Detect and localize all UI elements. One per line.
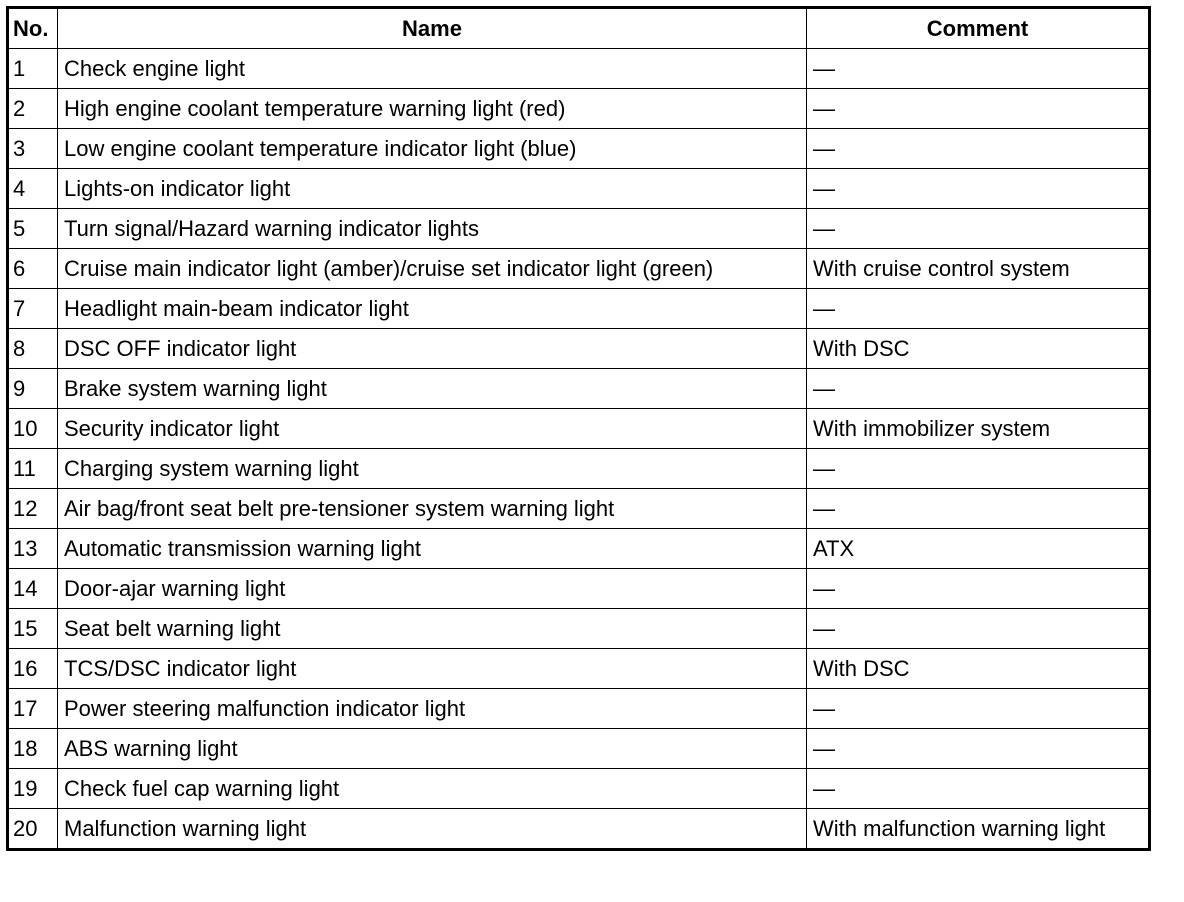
- row-number: 1: [8, 49, 58, 89]
- table-row: [8, 569, 1150, 609]
- row-name: Check fuel cap warning light: [58, 769, 807, 809]
- row-comment: —: [807, 369, 1150, 409]
- row-comment: —: [807, 569, 1150, 609]
- table-row: [8, 529, 1150, 569]
- row-comment: —: [807, 129, 1150, 169]
- row-comment: —: [807, 449, 1150, 489]
- row-comment: With immobilizer system: [807, 409, 1150, 449]
- header-comment: Comment: [807, 8, 1150, 49]
- table-row: [8, 489, 1150, 529]
- row-number: 10: [8, 409, 58, 449]
- row-name: Door-ajar warning light: [58, 569, 807, 609]
- row-number: 7: [8, 289, 58, 329]
- row-number: 13: [8, 529, 58, 569]
- row-name: Check engine light: [58, 49, 807, 89]
- row-comment: ATX: [807, 529, 1150, 569]
- row-name: Headlight main-beam indicator light: [58, 289, 807, 329]
- row-comment: With cruise control system: [807, 249, 1150, 289]
- row-comment: —: [807, 769, 1150, 809]
- row-name: DSC OFF indicator light: [58, 329, 807, 369]
- indicator-table: [6, 6, 1151, 851]
- row-comment: With malfunction warning light: [807, 809, 1150, 850]
- row-number: 6: [8, 249, 58, 289]
- table-row: [8, 409, 1150, 449]
- row-number: 16: [8, 649, 58, 689]
- row-name: Power steering malfunction indicator light: [58, 689, 807, 729]
- row-comment: —: [807, 609, 1150, 649]
- row-number: 11: [8, 449, 58, 489]
- row-name: High engine coolant temperature warning light (red): [58, 89, 807, 129]
- row-name: Low engine coolant temperature indicator light (blue): [58, 129, 807, 169]
- row-comment: —: [807, 89, 1150, 129]
- row-name: Cruise main indicator light (amber)/cruise set indicator light (green): [58, 249, 807, 289]
- row-name: Air bag/front seat belt pre-tensioner system warning light: [58, 489, 807, 529]
- row-comment: —: [807, 49, 1150, 89]
- table-row: [8, 689, 1150, 729]
- table-row: [8, 729, 1150, 769]
- row-comment: —: [807, 289, 1150, 329]
- row-number: 17: [8, 689, 58, 729]
- row-name: Security indicator light: [58, 409, 807, 449]
- row-number: 3: [8, 129, 58, 169]
- row-number: 5: [8, 209, 58, 249]
- row-comment: With DSC: [807, 329, 1150, 369]
- row-name: TCS/DSC indicator light: [58, 649, 807, 689]
- table-header: [8, 8, 1150, 49]
- row-number: 2: [8, 89, 58, 129]
- row-name: Malfunction warning light: [58, 809, 807, 850]
- table-row: [8, 169, 1150, 209]
- header-name: Name: [58, 8, 807, 49]
- table-row: [8, 89, 1150, 129]
- header-no: No.: [8, 8, 58, 49]
- row-name: Seat belt warning light: [58, 609, 807, 649]
- table-row: [8, 649, 1150, 689]
- table-row: [8, 49, 1150, 89]
- table-row: [8, 369, 1150, 409]
- row-name: ABS warning light: [58, 729, 807, 769]
- row-comment: —: [807, 729, 1150, 769]
- row-number: 19: [8, 769, 58, 809]
- row-name: Charging system warning light: [58, 449, 807, 489]
- row-number: 18: [8, 729, 58, 769]
- row-name: Automatic transmission warning light: [58, 529, 807, 569]
- row-number: 12: [8, 489, 58, 529]
- table-row: [8, 129, 1150, 169]
- table-row: [8, 249, 1150, 289]
- row-name: Lights-on indicator light: [58, 169, 807, 209]
- row-name: Brake system warning light: [58, 369, 807, 409]
- row-name: Turn signal/Hazard warning indicator lights: [58, 209, 807, 249]
- row-comment: —: [807, 209, 1150, 249]
- row-number: 4: [8, 169, 58, 209]
- row-comment: —: [807, 689, 1150, 729]
- row-comment: —: [807, 489, 1150, 529]
- row-number: 8: [8, 329, 58, 369]
- table-row: [8, 809, 1150, 850]
- row-comment: With DSC: [807, 649, 1150, 689]
- table-row: [8, 329, 1150, 369]
- header-row: [8, 8, 1150, 49]
- table-row: [8, 289, 1150, 329]
- row-comment: —: [807, 169, 1150, 209]
- table-row: [8, 449, 1150, 489]
- row-number: 15: [8, 609, 58, 649]
- table-row: [8, 209, 1150, 249]
- row-number: 20: [8, 809, 58, 850]
- table-row: [8, 769, 1150, 809]
- table-body: [8, 49, 1150, 850]
- row-number: 9: [8, 369, 58, 409]
- row-number: 14: [8, 569, 58, 609]
- table-row: [8, 609, 1150, 649]
